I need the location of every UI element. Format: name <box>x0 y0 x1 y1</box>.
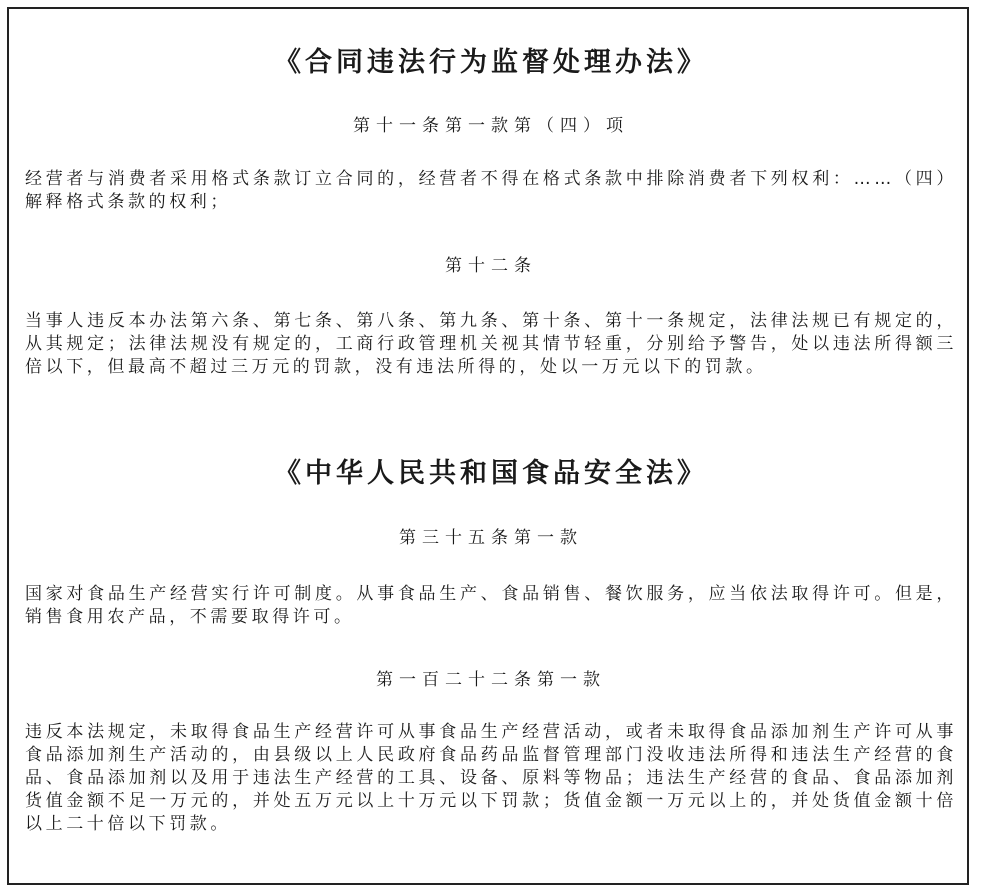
article-text: 当事人违反本办法第六条、第七条、第八条、第九条、第十条、第十一条规定，法律法规已有规定的，从其规定；法律法规没有规定的，工商行政管理机关视其情节轻重，分别给予警告，处以违法所得额三倍以下，但最高不超过三万元的罚款，没有违法所得的，处以一万元以下的罚款。 <box>25 311 957 377</box>
law-title-contract: 《合同违法行为监督处理办法》 <box>274 47 708 78</box>
article-text: 违反本法规定，未取得食品生产经营许可从事食品生产经营活动，或者未取得食品添加剂生产许可从事食品添加剂生产活动的，由县级以上人民政府食品药品监督管理部门没收违法所得和违法生产经营的食品、食品添加剂以及用于违法生产经营的工具、设备、原料等物品；违法生产经营的食品、食品添加剂货值金额不足一万元的，并处五万元以上十万元以下罚款；货值金额一万元以上的，并处货值金额十倍以上二十倍以下罚款。 <box>25 722 957 834</box>
document-frame <box>7 7 969 885</box>
article-text: 国家对食品生产经营实行许可制度。从事食品生产、食品销售、餐饮服务，应当依法取得许可。但是，销售食用农产品，不需要取得许可。 <box>25 584 957 627</box>
law-title-food-safety: 《中华人民共和国食品安全法》 <box>274 458 708 489</box>
article-heading: 第十二条 <box>445 256 537 276</box>
article-text: 经营者与消费者采用格式条款订立合同的，经营者不得在格式条款中排除消费者下列权利：……（四）解释格式条款的权利； <box>25 169 957 212</box>
article-heading: 第十一条第一款第（四）项 <box>353 116 629 136</box>
article-heading: 第一百二十二条第一款 <box>376 670 606 690</box>
article-heading: 第三十五条第一款 <box>399 528 583 548</box>
